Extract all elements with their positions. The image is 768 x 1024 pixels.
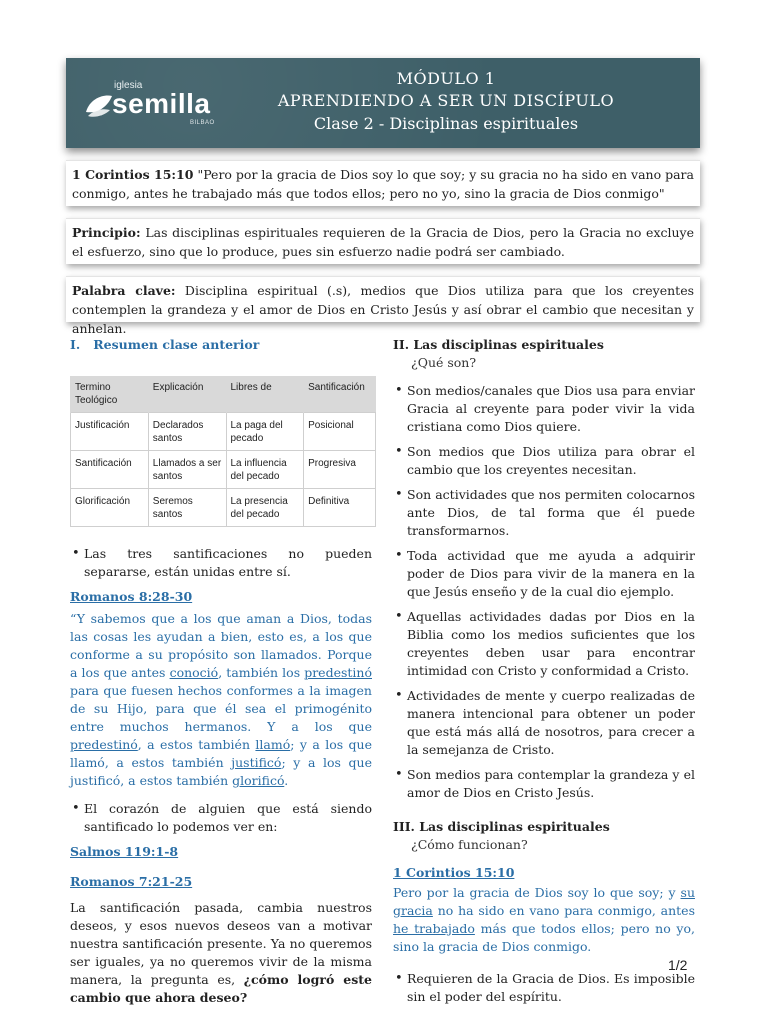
underlined-word: justificó: [231, 755, 282, 770]
underlined-word: su gracia: [393, 885, 695, 918]
table-cell: Llamados a ser santos: [148, 451, 226, 489]
theology-table: [70, 376, 376, 527]
underlined-word: predestinó: [70, 737, 138, 752]
list-item: • Las tres santificaciones no pueden separarse, están unidas entre sí.: [70, 545, 372, 581]
romanos-quote: [70, 610, 372, 790]
list-item: • Son medios/canales que Dios usa para enviar Gracia al creyente para poder vivir la vida cristiana como Dios quiere.: [393, 382, 695, 436]
section-heading-que-son: II. Las disciplinas espirituales: [393, 337, 604, 352]
bullet-list: [70, 800, 372, 836]
class-title: Clase 2 - Disciplinas espirituales: [313, 114, 579, 133]
scripture-ref-corintios[interactable]: 1 Corintios 15:10: [393, 865, 515, 880]
bullet-list: [70, 545, 372, 581]
scripture-ref-romanos-8[interactable]: Romanos 8:28-30: [70, 589, 193, 604]
list-item: • El corazón de alguien que está siendo santificado lo podemos ver en:: [70, 800, 372, 836]
table-cell: Declarados santos: [148, 413, 226, 451]
list-item: • Son actividades que nos permiten colocarnos ante Dios, de tal forma que él puede transformarnos.: [393, 486, 695, 540]
table-cell: Progresiva: [304, 451, 376, 489]
principle-text: Las disciplinas espirituales requieren de la Gracia de Dios, pero la Gracia no excluye el esfuerzo, sino que lo produce, pues sin esfuerzo nadie podrá ser cambiado.: [72, 225, 694, 259]
list-item: • Son medios que Dios utiliza para obrar el cambio que los creyentes necesitan.: [393, 443, 695, 479]
list-item: • Actividades de mente y cuerpo realizadas de manera intencional para obtener un poder que está más allá de nosotros, para crecer a la semejanza de Cristo.: [393, 687, 695, 759]
underlined-word: conoció: [169, 665, 219, 680]
quote-text: ; y a los que justificó, a estos también: [70, 755, 372, 788]
table-cell: Definitiva: [304, 489, 376, 527]
list-item: • Son medios para contemplar la grandeza y el amor de Dios en Cristo Jesús.: [393, 766, 695, 802]
verse-box: [66, 160, 700, 206]
table-cell: Posicional: [304, 413, 376, 451]
paragraph-question: ¿cómo logró este cambio que ahora deseo?: [70, 972, 372, 1005]
leaf-icon: [82, 88, 116, 120]
table-header-cell: Libres de: [226, 376, 304, 413]
table-cell: La presencia del pecado: [226, 489, 304, 527]
table-cell: La paga del pecado: [226, 413, 304, 451]
list-item: • Requieren de la Gracia de Dios. Es imposible sin el poder del espíritu.: [393, 970, 695, 1006]
section-heading-como-funcionan: III. Las disciplinas espirituales: [393, 819, 610, 834]
list-item: • Toda actividad que me ayuda a adquirir poder de Dios para vivir de la manera en la que Jesús enseño y de la cual dio ejemplo.: [393, 547, 695, 601]
table-cell: Seremos santos: [148, 489, 226, 527]
scripture-ref-salmos[interactable]: Salmos 119:1-8: [70, 844, 179, 859]
section-subheading-como-funcionan: ¿Cómo funcionan?: [411, 837, 528, 852]
underlined-word: he trabajado: [393, 921, 475, 936]
table-header-cell: Santificación: [304, 376, 376, 413]
verse-text: "Pero por la gracia de Dios soy lo que soy; y su gracia no ha sido en vano para conmigo, antes he trabajado más que todos ellos; pero no yo, sino la gracia de Dios conmigo": [72, 167, 694, 201]
principle-label: Principio:: [72, 225, 141, 240]
quote-text: .: [284, 773, 289, 788]
table-cell: Glorificación: [71, 489, 149, 527]
quote-text: para que fuesen hechos conformes a la imagen de su Hijo, para que él sea el primogénito entre muchos hermanos. Y a los que: [70, 683, 372, 734]
bullet-list-que-son: [393, 382, 695, 802]
table-header-cell: Termino Teológico: [71, 376, 149, 413]
verse-label: 1 Corintios 15:10: [72, 167, 194, 182]
quote-text: Pero por la gracia de Dios soy lo que soy; y: [393, 885, 681, 900]
right-column: [393, 336, 695, 1013]
keyword-text: Disciplina espiritual (.s), medios que Dios utiliza para que los creyentes contemplen la grandeza y el amor de Dios en Cristo Jesús y así obrar el cambio que necesitan y anhelan.: [72, 283, 695, 336]
table-header-cell: Explicación: [148, 376, 226, 413]
quote-text: ; y a los que llamó, a estos también: [70, 737, 372, 770]
underlined-word: llamó: [255, 737, 291, 752]
logo-small-text: iglesia: [114, 80, 143, 91]
underlined-word: glorificó: [232, 773, 285, 788]
table-cell: Santificación: [71, 451, 149, 489]
church-logo: [82, 80, 232, 130]
page-number: 1/2: [668, 957, 688, 973]
course-title: APRENDIENDO A SER UN DISCÍPULO: [277, 91, 615, 110]
underlined-word: predestinó: [304, 665, 372, 680]
principle-box: [66, 218, 700, 264]
table-row: [71, 451, 376, 489]
header-banner: [66, 58, 700, 148]
module-title: MÓDULO 1: [396, 69, 496, 88]
section-heading-resumen: I. Resumen clase anterior: [70, 337, 260, 352]
paragraph-text: La santificación pasada, cambia nuestros deseos, y esos nuevos deseos van a motivar nuestra santificación presente. Ya no queremos ser iguales, ya no queremos vivir de la misma manera, la pregunta es,: [70, 900, 372, 987]
quote-text: más que todos ellos; pero no yo, sino la gracia de Dios conmigo.: [393, 921, 695, 954]
table-cell: La influencia del pecado: [226, 451, 304, 489]
table-cell: Justificación: [71, 413, 149, 451]
bullet-list-como-funcionan: [393, 970, 695, 1006]
left-column: [70, 336, 372, 1007]
quote-text: , también los: [218, 665, 305, 680]
keyword-label: Palabra clave:: [72, 283, 176, 298]
corintios-quote: [393, 884, 695, 956]
quote-text: “Y sabemos que a los que aman a Dios, todas las cosas les ayudan a bien, esto es, a los que conforme a su propósito son llamados. Porque a los que antes: [70, 611, 372, 680]
quote-text: no ha sido en vano para conmigo, antes: [432, 903, 695, 918]
quote-text: , a estos también: [137, 737, 256, 752]
section-subheading-que-son: ¿Qué son?: [411, 355, 477, 370]
logo-city-text: BILBAO: [190, 120, 215, 126]
keyword-box: [66, 276, 700, 336]
logo-main-text: semilla: [112, 88, 211, 119]
list-item: • Aquellas actividades dadas por Dios en la Biblia como los medios suficientes que los creyentes deben usar para encontrar intimidad con Cristo y conformidad a Cristo.: [393, 608, 695, 680]
table-row: [71, 489, 376, 527]
table-row: [71, 413, 376, 451]
santificacion-paragraph: [70, 899, 372, 1007]
table-header-row: [71, 376, 376, 413]
header-titles: [256, 68, 636, 136]
scripture-ref-romanos-7[interactable]: Romanos 7:21-25: [70, 874, 193, 889]
